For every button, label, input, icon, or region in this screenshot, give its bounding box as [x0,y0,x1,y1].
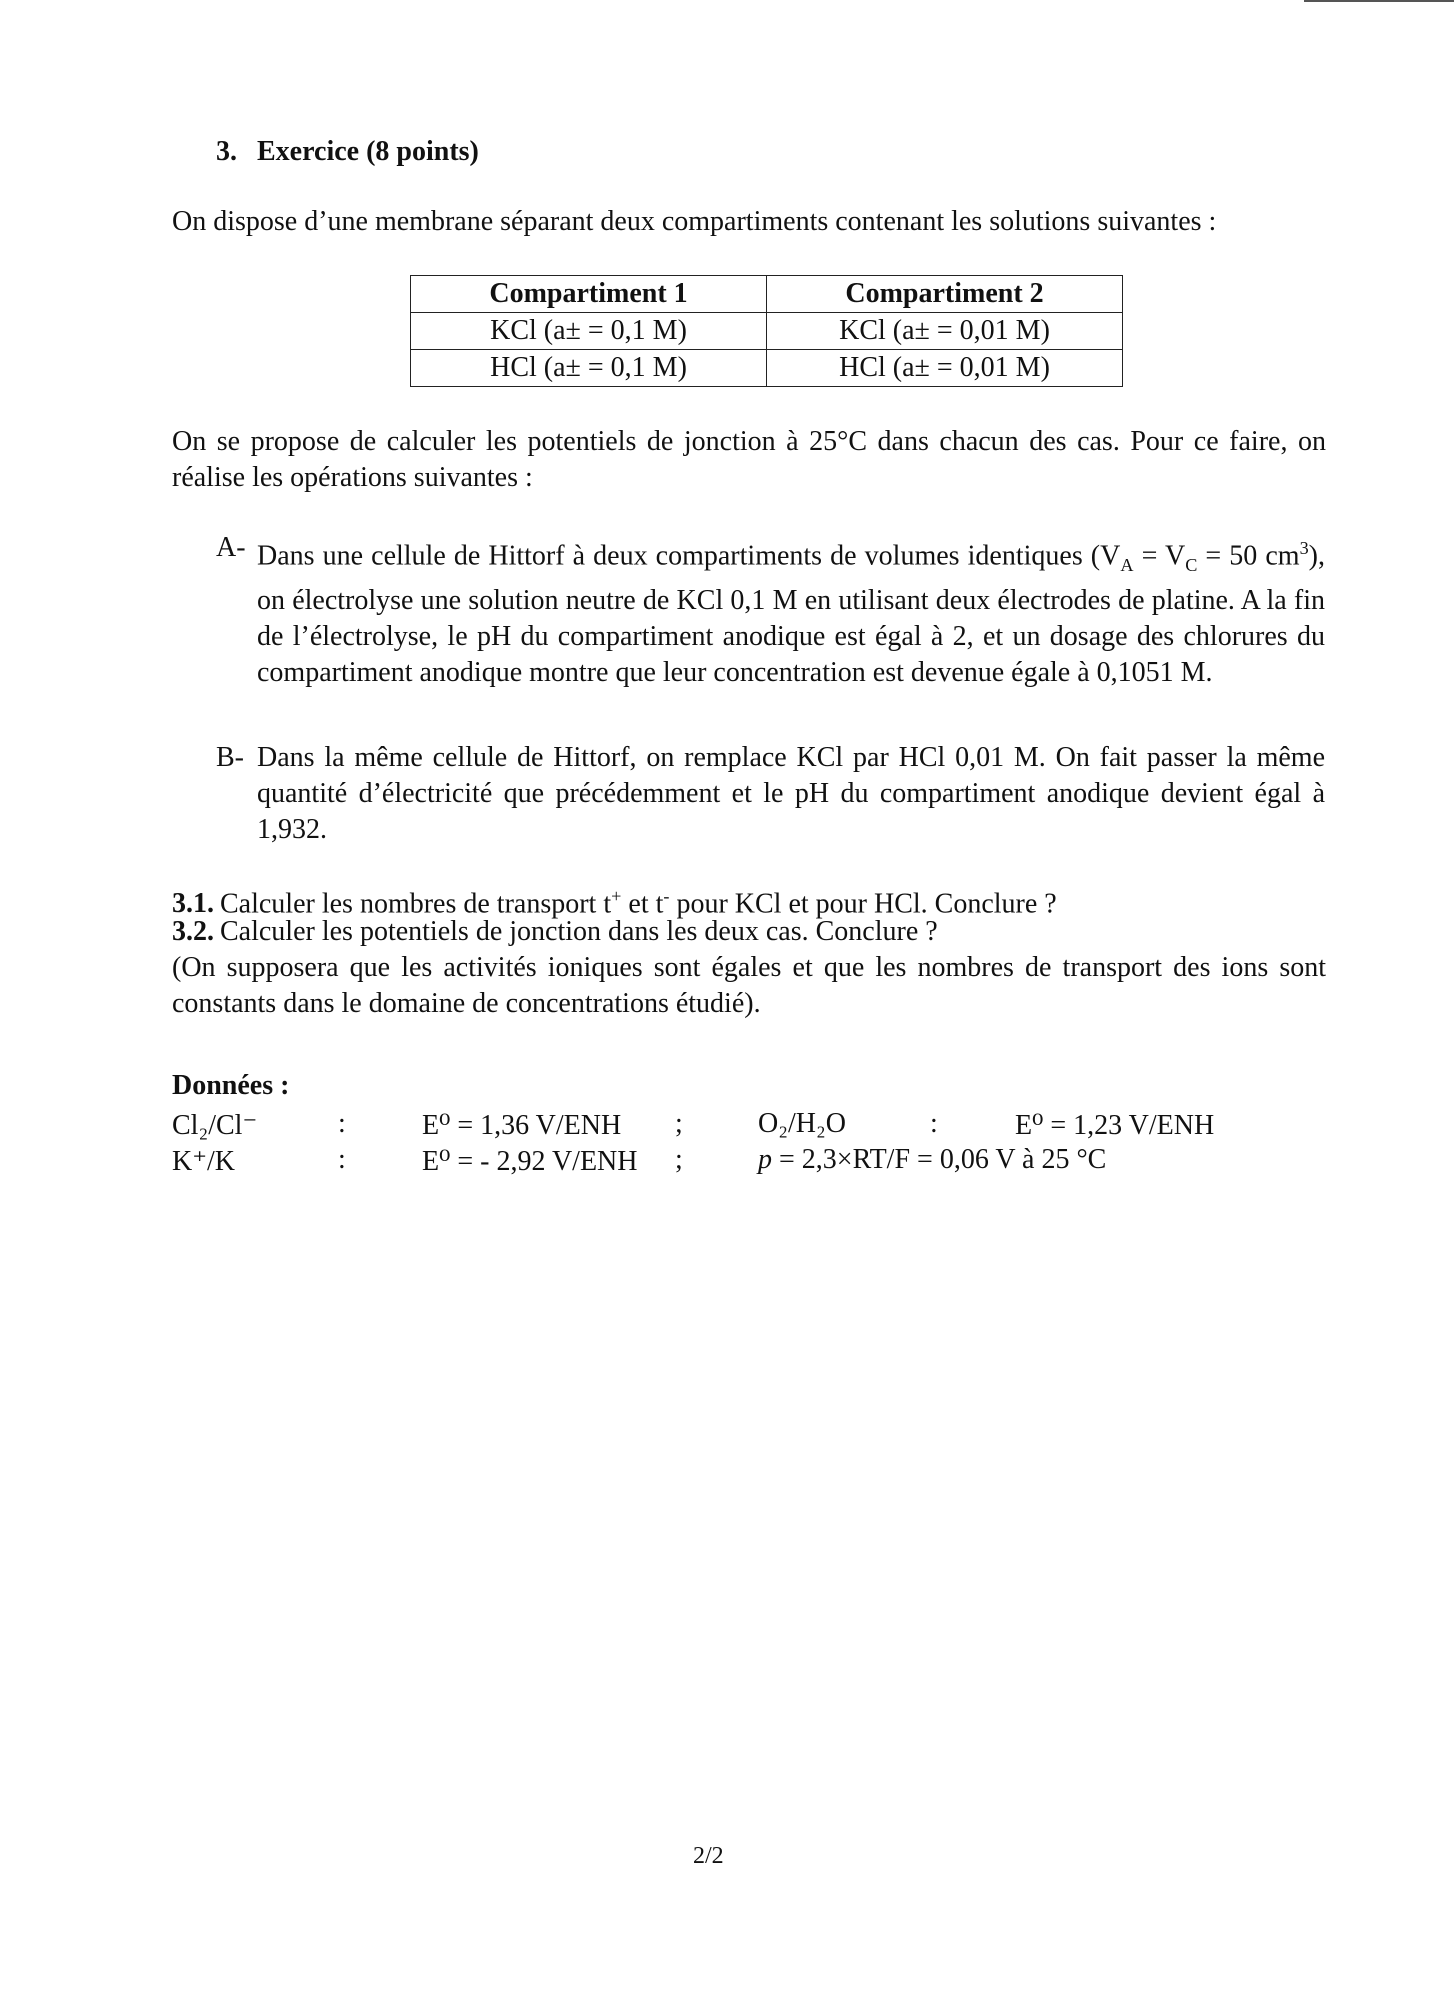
item-text: Dans la même cellule de Hittorf, on remplace KCl par HCl 0,01 M. On fait passer la même quantité d’électricité que précédemment et le pH du compartiment anodique devient égal à 1,932. [257,742,1325,845]
item-label: A- [216,532,246,563]
table-row [411,313,1123,350]
question-number: 3.2. [172,916,214,947]
separator: : [930,1108,938,1139]
question-number: 3.1. [172,888,214,920]
question-3-2 [172,914,938,950]
separator: ; [675,1144,683,1175]
page-number: 2/2 [693,1843,724,1869]
table-row [411,350,1123,387]
constant-formula: p = 2,3×RT/F = 0,06 V à 25 °C [758,1144,1107,1175]
table-cell: KCl (a± = 0,01 M) [767,313,1123,350]
separator: : [338,1108,346,1139]
question-3-1: 3.1. Calculer les nombres de transport t+ et t- pour KCl et pour HCl. Conclure ? [172,886,1057,920]
separator: : [338,1144,346,1175]
table-header-row [411,276,1123,313]
separator: ; [675,1108,683,1139]
question-text: Calculer les potentiels de jonction dans les deux cas. Conclure ? [220,916,938,947]
table-header: Compartiment 1 [411,276,767,313]
potential-value: E⁰ = - 2,92 V/ENH [422,1146,638,1177]
redox-couple: O₂/H₂O [758,1108,846,1139]
table-header: Compartiment 2 [767,276,1123,313]
exercise-number: 3. [216,136,237,167]
note-paragraph: (On supposera que les activités ioniques sont égales et que les nombres de transport des ions sont constants dans le domaine de concentrations étudié). [172,952,1326,1019]
scan-edge-line [1304,0,1454,2]
redox-couple: Cl₂/Cl⁻ [172,1110,258,1141]
redox-couple: K⁺/K [172,1146,235,1177]
compartments-table [410,275,1123,387]
potential-value: E⁰ = 1,36 V/ENH [422,1110,622,1141]
data-section-title: Données : [172,1070,290,1101]
table-cell: KCl (a± = 0,1 M) [411,313,767,350]
intro-paragraph: On dispose d’une membrane séparant deux compartiments contenant les solutions suivantes : [172,206,1217,237]
table-cell: HCl (a± = 0,1 M) [411,350,767,387]
item-label: B- [216,742,244,773]
potential-value: E⁰ = 1,23 V/ENH [1015,1110,1215,1141]
item-text: Dans une cellule de Hittorf à deux compartiments de volumes identiques ($V_A = V_C = 50$ $cm^3$), on électrolyse une solution neutre de KCl 0,1 M en utilisant deux électrodes de platine. A la fin de l’électrolyse, le pH du compartiment anodique est égal à 2, et un dosage des chlorures du compartiment anodique montre que leur concentration est devenue égale à 0,1051 M. [257,538,1325,688]
exercise-title: Exercice (8 points) [257,136,479,167]
exercise-heading [216,136,479,168]
table-cell: HCl (a± = 0,01 M) [767,350,1123,387]
context-paragraph: On se propose de calculer les potentiels de jonction à 25°C dans chacun des cas. Pour ce faire, on réalise les opérations suivantes : [172,426,1326,493]
